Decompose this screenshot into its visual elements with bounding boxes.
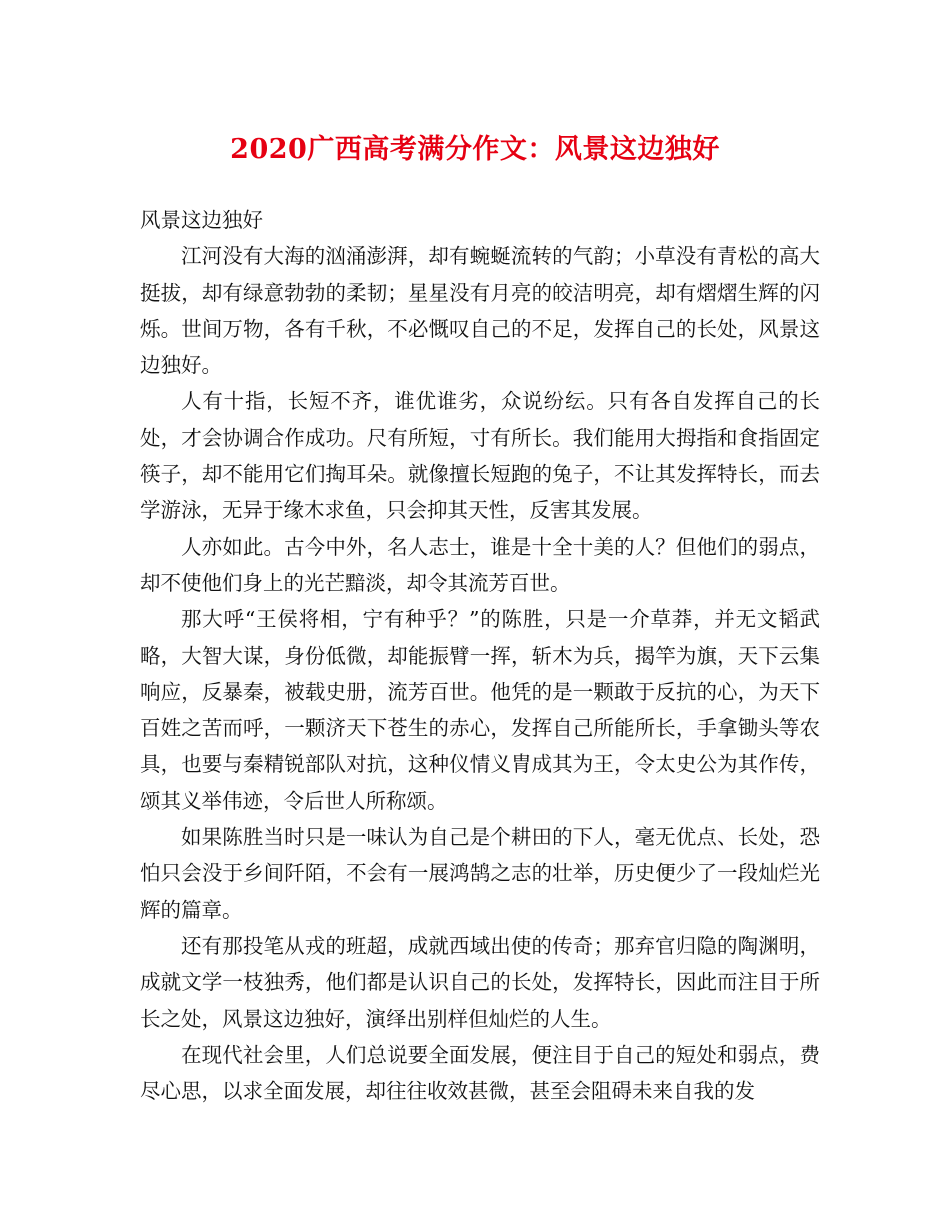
document-body <box>140 202 820 1109</box>
paragraph: 还有那投笔从戎的班超，成就西域出使的传奇；那弃官归隐的陶渊明，成就文学一枝独秀，他们都是认识自己的长处，发挥特长，因此而注目于所长之处，风景这边独好，演绎出别样但灿烂的人生。 <box>140 933 820 1031</box>
paragraph: 江河没有大海的汹涌澎湃，却有蜿蜒流转的气韵；小草没有青松的高大挺拔，却有绿意勃勃的柔韧；星星没有月亮的皎洁明亮，却有熠熠生辉的闪烁。世间万物，各有千秋，不必慨叹自己的不足，发挥自己的长处，风景这边独好。 <box>140 244 820 378</box>
paragraph: 如果陈胜当时只是一味认为自己是个耕田的下人，毫无优点、长处，恐怕只会没于乡间阡陌，不会有一展鸿鹄之志的壮举，历史便少了一段灿烂光辉的篇章。 <box>140 825 820 922</box>
paragraph: 人亦如此。古今中外，名人志士，谁是十全十美的人？但他们的弱点，却不使他们身上的光芒黯淡，却令其流芳百世。 <box>140 534 820 595</box>
paragraph: 在现代社会里，人们总说要全面发展，便注目于自己的短处和弱点，费尽心思，以求全面发展，却往往收效甚微，甚至会阻碍未来自我的发 <box>140 1042 820 1104</box>
document-title: 2020广西高考满分作文：风景这边独好 <box>230 134 720 165</box>
essay-subtitle: 风景这边独好 <box>140 208 263 232</box>
paragraph: 那大呼“王侯将相，宁有种乎？”的陈胜，只是一介草莽，并无文韬武略，大智大谋，身份低微，却能振臂一挥，斩木为兵，揭竿为旗，天下云集响应，反暴秦，被载史册，流芳百世。他凭的是一颗敢于反抗的心，为天下百姓之苦而呼，一颗济天下苍生的赤心，发挥自己所能所长，手拿锄头等农具，也要与秦精锐部队对抗，这种仪情义胄成其为王，令太史公为其作传，颂其义举伟迹，令后世人所称颂。 <box>140 607 820 813</box>
paragraph: 人有十指，长短不齐，谁优谁劣，众说纷纭。只有各自发挥自己的长处，才会协调合作成功。尺有所短，寸有所长。我们能用大拇指和食指固定筷子，却不能用它们掏耳朵。就像擅长短跑的兔子，不让其发挥特长，而去学游泳，无异于缘木求鱼，只会抑其天性，反害其发展。 <box>140 389 820 523</box>
